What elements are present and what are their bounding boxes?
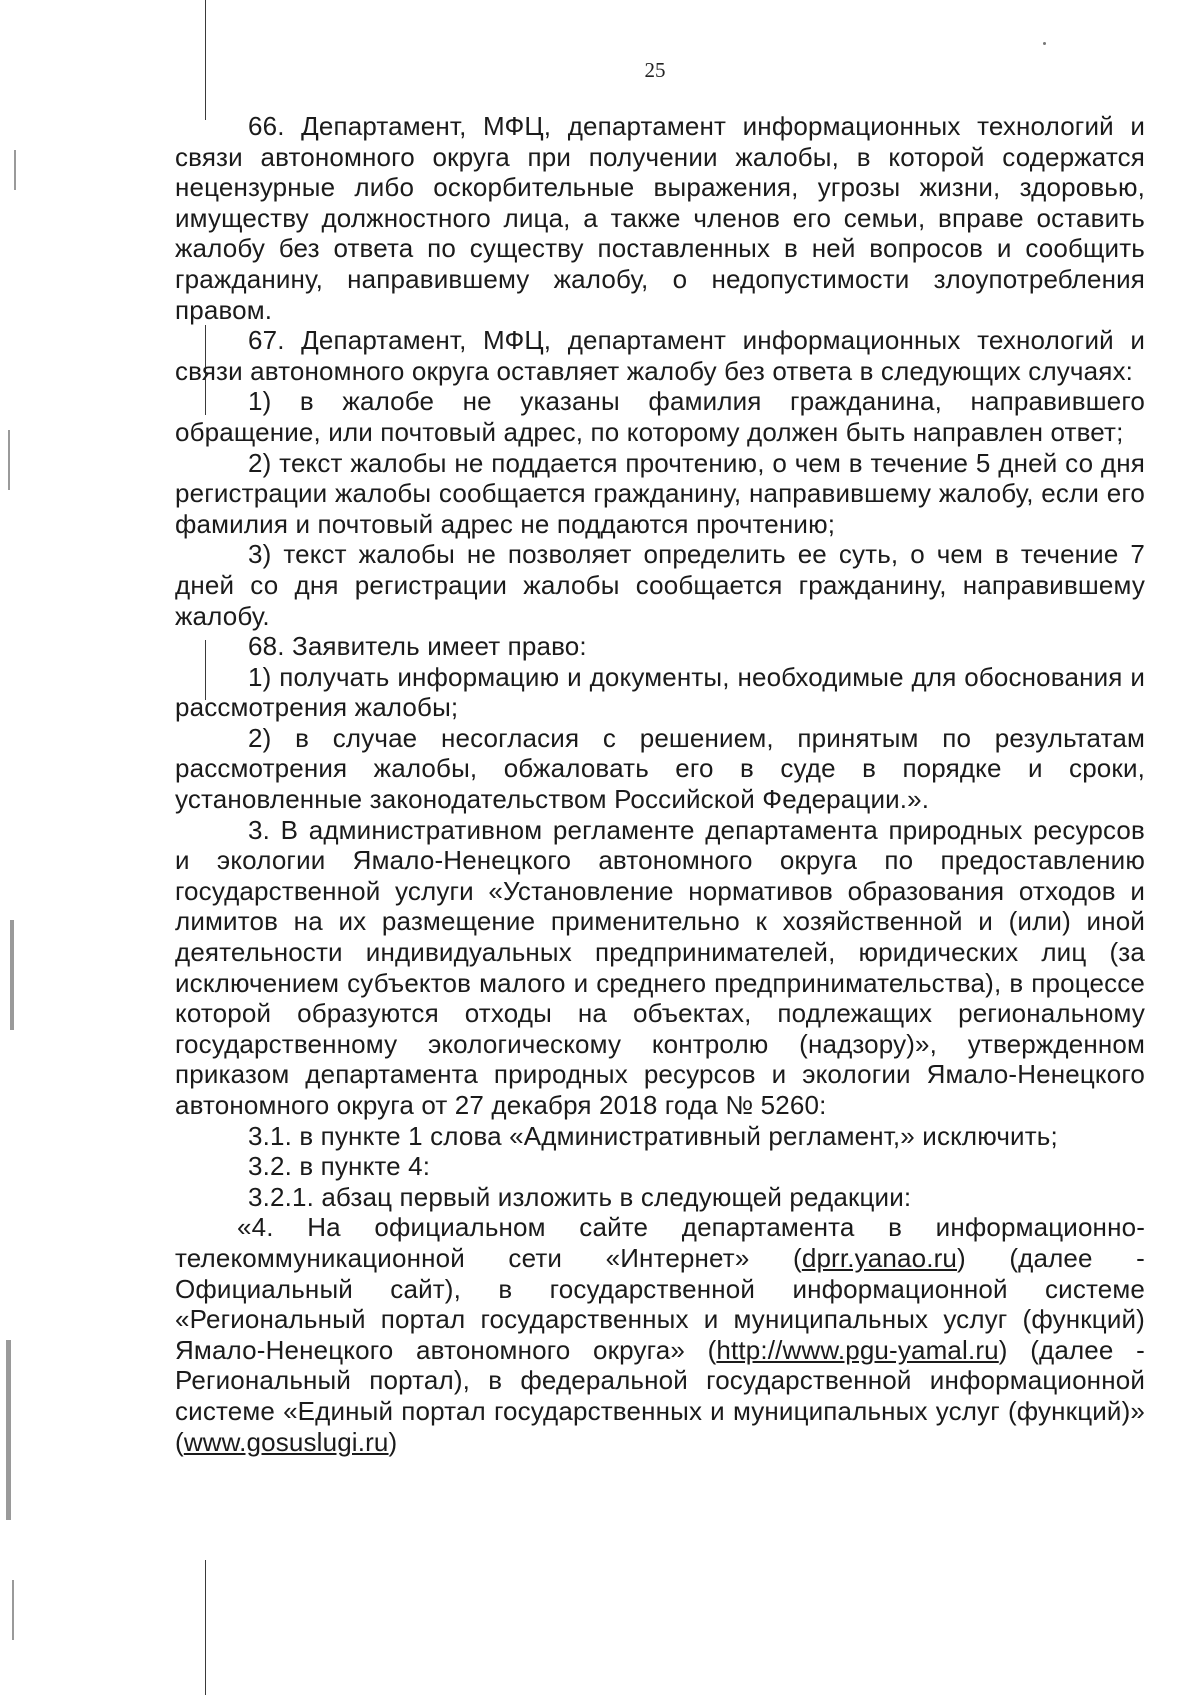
paragraph-3-2-1: 3.2.1. абзац первый изложить в следующей редакции: — [248, 1181, 912, 1212]
binding-line-bottom — [205, 1560, 206, 1695]
paragraph-67-item-3: 3) текст жалобы не позволяет определить ее суть, о чем в течение 7 дней со дня регистрации жалобы сообщается гражданину, направившему жалобу. — [175, 539, 1145, 631]
quote-text-2: ) (далее - Официальный сайт), в государственной информационной системе «Региональный портал государственных и муниципальных услуг (функций) Ямало-Ненецкого автономного округа» ( — [175, 1242, 1145, 1365]
quote-text-3: ) (далее - Региональный портал), в федеральной государственной информационной системе «Единый портал государственных и муниципальных услуг (функций)» ( — [175, 1334, 1145, 1457]
paragraph-3: 3. В административном регламенте департамента природных ресурсов и экологии Ямало-Ненецкого автономного округа по предоставлению государственной услуги «Установление нормативов образования отходов и лимитов на их размещение применительно к хозяйственной и (или) иной деятельности индивидуальных предпринимателей, юридических лиц (за исключением субъектов малого и среднего предпринимательства), в процессе которой образуются отходы на объектах, подлежащих региональному государственному экологическому контролю (надзору)», утвержденном приказом департамента природных ресурсов и экологии Ямало-Ненецкого автономного округа от 27 декабря 2018 года № 5260: — [175, 814, 1145, 1120]
paragraph-3-2: 3.2. в пункте 4: — [248, 1151, 431, 1182]
paragraph-68-item-1: 1) получать информацию и документы, необходимые для обоснования и рассмотрения жалобы; — [175, 661, 1145, 723]
scan-speckle — [10, 920, 14, 1030]
link-gosuslugi[interactable]: www.gosuslugi.ru — [183, 1426, 389, 1457]
scan-speckle — [8, 430, 10, 490]
paragraph-66: 66. Департамент, МФЦ, департамент информационных технологий и связи автономного округа при получении жалобы, в которой содержатся нецензурные либо оскорбительные выражения, угрозы жизни, здоровью, имуществу должностного лица, а также членов его семьи, вправе оставить жалобу без ответа по существу поставленных в ней вопросов и сообщить гражданину, направившему жалобу, о недопустимости злоупотребления правом. — [175, 111, 1145, 325]
link-dprr[interactable]: dprr.yanao.ru — [801, 1242, 957, 1273]
binding-line-top — [205, 0, 206, 120]
document-body — [175, 111, 1145, 1457]
scan-speckle — [6, 1340, 11, 1520]
quote-text-4: ) — [388, 1426, 398, 1457]
paragraph-quote-4 — [175, 1212, 1145, 1457]
paragraph-3-1: 3.1. в пункте 1 слова «Административный регламент,» исключить; — [248, 1120, 1058, 1151]
paragraph-67-item-1: 1) в жалобе не указаны фамилия гражданина, направившего обращение, или почтовый адрес, по которому должен быть направлен ответ; — [175, 386, 1145, 447]
scan-speckle — [12, 1580, 14, 1640]
quote-text-1: «4. На официальном сайте департамента в информационно-телекоммуникационной сети «Интернет» ( — [175, 1212, 1145, 1273]
paragraph-68: 68. Заявитель имеет право: — [248, 631, 587, 662]
scan-dot — [1043, 42, 1046, 45]
scan-speckle — [14, 150, 16, 190]
paragraph-67: 67. Департамент, МФЦ, департамент информационных технологий и связи автономного округа оставляет жалобу без ответа в следующих случаях: — [175, 325, 1145, 386]
paragraph-67-item-2: 2) текст жалобы не поддается прочтению, о чем в течение 5 дней со дня регистрации жалобы сообщается гражданину, направившему жалобу, если его фамилия и почтовый адрес не поддаются прочтению; — [175, 447, 1145, 539]
link-pgu-yamal[interactable]: http://www.pgu-yamal.ru — [716, 1334, 999, 1365]
paragraph-68-item-2: 2) в случае несогласия с решением, принятым по результатам рассмотрения жалобы, обжаловать его в суде в порядке и сроки, установленные законодательством Российской Федерации.». — [175, 722, 1145, 815]
page-number: 25 — [644, 58, 666, 82]
